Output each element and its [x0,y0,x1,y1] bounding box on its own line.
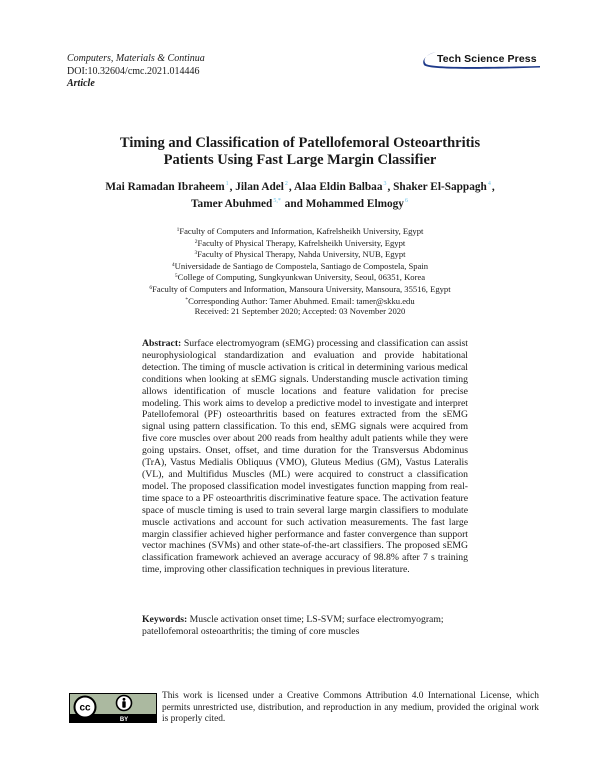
affiliation-number: 4 [171,261,175,268]
author-name: Tamer Abuhmed [191,198,273,210]
author-list [0,177,600,211]
title-line-2: Patients Using Fast Large Margin Classifier [163,152,437,168]
journal-name: Computers, Materials & Continua [67,53,205,64]
keywords [142,614,468,638]
author-affiliation-mark[interactable]: 5,* [273,198,281,204]
abstract-label: Abstract: [142,338,182,349]
affiliation-number: 6 [149,284,153,291]
affiliation [0,248,600,260]
author-name: Mohammed Elmogy [305,198,404,210]
title-line-1: Timing and Classification of Patellofemoral Osteoarthritis [119,135,481,151]
author-affiliation-mark[interactable]: 3 [383,181,387,187]
affiliation-number: 2 [194,238,198,245]
authors-connector: and [284,198,303,210]
author-affiliation-mark[interactable]: 2 [284,181,288,187]
affiliation [0,237,600,249]
author-name: Jilan Adel [235,181,284,193]
tech-science-press-logo [422,49,542,71]
affiliation [0,283,600,295]
affiliation [0,260,600,272]
author-name: Mai Ramadan Ibraheem [105,181,225,193]
affiliation-number: 3 [194,250,198,257]
svg-text:BY: BY [119,717,129,723]
article-type: Article [67,78,95,89]
svg-text:cc: cc [79,702,91,714]
abstract-text: Surface electromyogram (sEMG) processing and classification can assist neurophysiological standardization and evaluation and provide habitational detection. The timing of muscle activation is critical in determining various medical conditions when looking at sEMG signals. Understanding muscle activation timing allows identification of muscle locations and feature validation for precise modeling. This work aims to develop a predictive model to investigate and interpret Patellofemoral (PF) osteoarthritis based on features extracted from the sEMG signal using pattern classification. To this end, sEMG signals were acquired from five core muscles over about 200 reads from healthy adult patients while they were going upstairs. Onset, offset, and time duration for the Transversus Abdominus (TrA), Vastus Medialis Obliquus (VMO), Gluteus Medius (GM), Vastus Lateralis (VL), and Multifidus Muscles (ML) were acquired to construct a classification model. The proposed classification model investigates function mapping from real-time space to a PF osteoarthritis discriminative feature space. The activation feature space of muscle timing is used to train several large margin classifiers to modulate muscle activations and account for such activation measurements. The fast large margin classifier achieved higher performance and faster convergence than support vector machines (SVMs) and other state-of-the-art classifiers. The proposed sEMG classification framework achieved an average accuracy of 98.8% after 7 s training time, improving other classification techniques in previous literature. [142,338,469,576]
author-name: Shaker El-Sappagh [393,181,487,193]
affiliation [0,225,600,237]
affiliation-text: Faculty of Physical Therapy, Kafrelsheikh University, Egypt [197,237,406,248]
affiliation-text: Universidade de Santiago de Compostela, Santiago de Compostela, Spain [174,260,429,271]
paper-title [0,135,600,169]
logo-text: Tech Science Press [437,53,537,65]
corresponding-author [0,295,600,307]
received-accepted-dates: Received: 21 September 2020; Accepted: 03 November 2020 [194,306,406,317]
affiliation-text: Faculty of Physical Therapy, Nahda University, NUB, Egypt [197,249,406,260]
affiliation-number: 1 [176,227,180,233]
authors-line-2 [0,194,600,211]
author-name: Alaa Eldin Balbaa [293,181,383,193]
corresponding-text[interactable]: Corresponding Author: Tamer Abuhmed. Email: tamer@skku.edu [188,295,415,306]
corresponding-mark: * [185,296,189,303]
keywords-label: Keywords: [142,614,188,625]
affiliation-text: College of Computing, Sungkyunkwan University, Seoul, 06351, Korea [177,272,426,283]
affiliation-number: 5 [174,273,178,280]
author-affiliation-mark[interactable]: 4 [487,181,491,187]
cc-by-badge-icon[interactable] [69,693,157,723]
affiliations [0,225,600,317]
license-text: This work is licensed under a Creative Commons Attribution 4.0 International License, which permits unrestricted use, distribution, and reproduction in any medium, provided the original work is properly cited. [162,691,539,724]
authors-line-1: Mai Ramadan Ibraheem$^1$, Jilan Adel$^2$, Alaa Eldin Balbaa$^3$, Shaker El-Sappagh$^4$, [105,181,495,193]
doi[interactable]: DOI:10.32604/cmc.2021.014446 [67,65,200,77]
author-affiliation-mark[interactable]: 1 [225,181,229,187]
abstract [142,338,468,576]
license-block [69,693,539,733]
author-affiliation-mark[interactable]: 6 [404,198,408,204]
journal-header [67,53,205,91]
keywords-text: Muscle activation onset time; LS-SVM; surface electromyogram; patellofemoral osteoarthritis; the timing of core muscles [142,614,444,637]
affiliation-text: Faculty of Computers and Information, Mansoura University, Mansoura, 35516, Egypt [152,283,451,294]
affiliation-text: Faculty of Computers and Information, Kafrelsheikh University, Egypt [179,226,424,236]
affiliation [0,271,600,283]
